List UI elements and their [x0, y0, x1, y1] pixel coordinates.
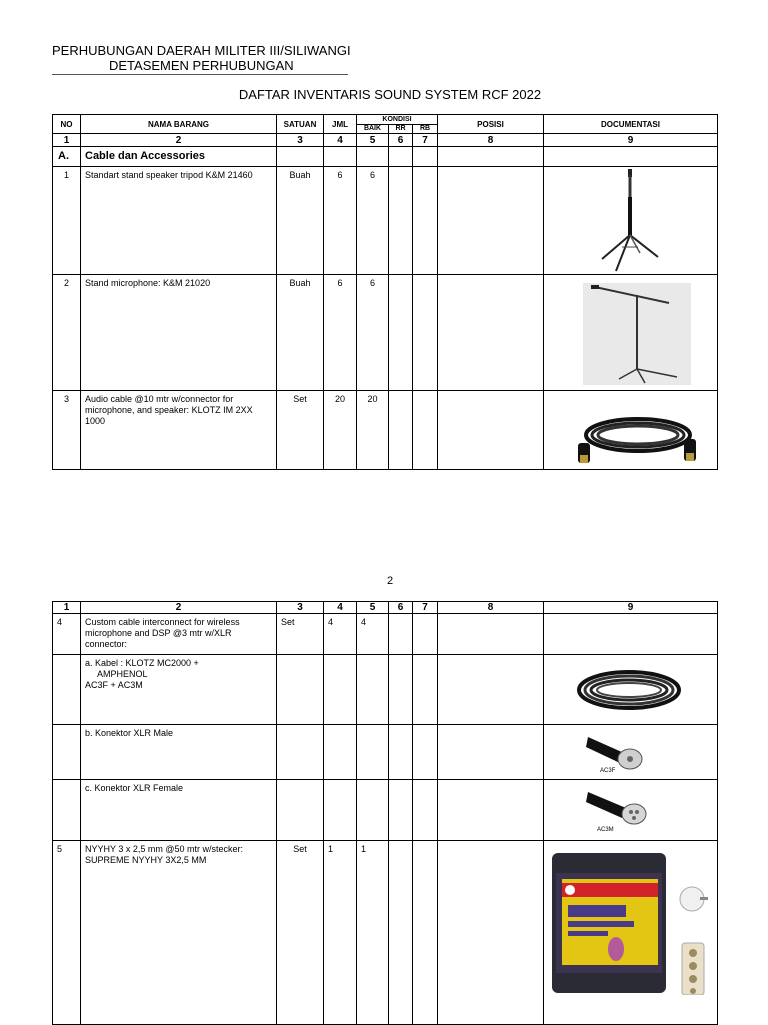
- speaker-tripod-stand-icon: [592, 167, 668, 274]
- row-rb: [413, 275, 438, 391]
- header-jml: JML: [324, 115, 357, 134]
- colnum-1: 1: [53, 602, 81, 614]
- table-row: [53, 780, 718, 841]
- row-baik: 6: [357, 167, 389, 275]
- row-dokumentasi: [544, 841, 718, 1025]
- row-jml: 4: [324, 614, 357, 655]
- row-posisi: [438, 167, 544, 275]
- row-satuan: Set: [277, 391, 324, 470]
- row-rr: [389, 275, 413, 391]
- header-no: NO: [53, 115, 81, 134]
- row-posisi: [438, 391, 544, 470]
- row-posisi: [438, 275, 544, 391]
- organization-header: [52, 43, 351, 73]
- supreme-cable-roll-icon: [552, 853, 714, 995]
- row-satuan: Buah: [277, 167, 324, 275]
- colnum-8: 8: [438, 602, 544, 614]
- row-baik: 4: [357, 614, 389, 655]
- column-number-row: [53, 602, 718, 614]
- column-number-row: [53, 134, 718, 147]
- row-dokumentasi: [544, 780, 718, 841]
- row-no: 4: [53, 614, 81, 655]
- row-dokumentasi: [544, 655, 718, 725]
- row-nama-barang: Custom cable interconnect for wireless microphone and DSP @3 mtr w/XLR connector:: [81, 614, 277, 655]
- row-baik: 1: [357, 841, 389, 1025]
- colnum-8: 8: [438, 134, 544, 147]
- cable-coil-icon: [574, 663, 684, 717]
- header-baik: BAIK: [357, 125, 389, 134]
- table-row: [53, 655, 718, 725]
- row-jml: 1: [324, 841, 357, 1025]
- colnum-2: 2: [81, 134, 277, 147]
- xlr-connector-ac3f-icon: [584, 729, 648, 777]
- org-line-1: PERHUBUNGAN DAERAH MILITER III/SILIWANGI: [52, 43, 351, 58]
- colnum-6: 6: [389, 134, 413, 147]
- inventory-table-page-2: [52, 601, 718, 1025]
- page-number: 2: [386, 575, 394, 587]
- row-jml: 6: [324, 167, 357, 275]
- row-satuan: Set: [277, 614, 324, 655]
- row-no: 3: [53, 391, 81, 470]
- document-title: DAFTAR INVENTARIS SOUND SYSTEM RCF 2022: [238, 87, 542, 102]
- row-nama-barang: Audio cable @10 mtr w/connector for microphone, and speaker: KLOTZ IM 2XX 1000: [81, 391, 277, 470]
- colnum-5: 5: [357, 134, 389, 147]
- colnum-2: 2: [81, 602, 277, 614]
- table-row: [53, 167, 718, 275]
- colnum-4: 4: [324, 602, 357, 614]
- xlr-cable-coil-icon: [576, 405, 700, 467]
- row-rr: [389, 167, 413, 275]
- row-dokumentasi: [544, 167, 718, 275]
- header-satuan: SATUAN: [277, 115, 324, 134]
- row-no: 5: [53, 841, 81, 1025]
- section-row: [53, 147, 718, 167]
- doc-caption: AC3F: [600, 768, 616, 774]
- row-dokumentasi: [544, 275, 718, 391]
- inventory-table-page-1: [52, 114, 718, 470]
- doc-caption: AC3M: [597, 827, 614, 833]
- row-jml: 20: [324, 391, 357, 470]
- table-row: [53, 614, 718, 655]
- colnum-1: 1: [53, 134, 81, 147]
- row-satuan: Buah: [277, 275, 324, 391]
- header-nama-barang: NAMA BARANG: [81, 115, 277, 134]
- row-nama-barang: Stand microphone: K&M 21020: [81, 275, 277, 391]
- colnum-9: 9: [544, 602, 718, 614]
- colnum-6: 6: [389, 602, 413, 614]
- colnum-9: 9: [544, 134, 718, 147]
- row-nama-line: AC3F + AC3M: [85, 680, 143, 690]
- row-nama-barang: Standart stand speaker tripod K&M 21460: [81, 167, 277, 275]
- colnum-7: 7: [413, 602, 438, 614]
- row-nama-barang: [81, 655, 277, 725]
- colnum-3: 3: [277, 134, 324, 147]
- table-row: [53, 841, 718, 1025]
- table-row: [53, 391, 718, 470]
- row-no: 2: [53, 275, 81, 391]
- row-rr: [389, 391, 413, 470]
- table-row: [53, 275, 718, 391]
- row-dokumentasi: [544, 725, 718, 780]
- row-nama-line: a. Kabel : KLOTZ MC2000 +: [85, 658, 199, 668]
- row-baik: 20: [357, 391, 389, 470]
- org-line-2: DETASEMEN PERHUBUNGAN: [109, 58, 294, 73]
- xlr-connector-ac3m-icon: [584, 786, 650, 830]
- row-jml: 6: [324, 275, 357, 391]
- header-rr: RR: [389, 125, 413, 134]
- colnum-7: 7: [413, 134, 438, 147]
- row-rb: [413, 167, 438, 275]
- section-name: Cable dan Accessories: [81, 147, 277, 167]
- row-baik: 6: [357, 275, 389, 391]
- row-nama-barang: c. Konektor XLR Female: [81, 780, 277, 841]
- header-posisi: POSISI: [438, 115, 544, 134]
- row-no: 1: [53, 167, 81, 275]
- colnum-5: 5: [357, 602, 389, 614]
- colnum-3: 3: [277, 602, 324, 614]
- row-nama-barang: NYYHY 3 x 2,5 mm @50 mtr w/stecker: SUPREME NYYHY 3X2,5 MM: [81, 841, 277, 1025]
- row-satuan: Set: [277, 841, 324, 1025]
- header-underline: [52, 74, 348, 75]
- row-nama-barang: b. Konektor XLR Male: [81, 725, 277, 780]
- colnum-4: 4: [324, 134, 357, 147]
- header-dokumentasi: DOCUMENTASI: [544, 115, 718, 134]
- row-dokumentasi: [544, 391, 718, 470]
- table-row: [53, 725, 718, 780]
- microphone-boom-stand-icon: [583, 283, 691, 385]
- header-rb: RB: [413, 125, 438, 134]
- section-no: A.: [53, 147, 81, 167]
- header-kondisi: KONDISI: [357, 115, 438, 125]
- row-rb: [413, 391, 438, 470]
- row-nama-line: AMPHENOL: [97, 669, 148, 679]
